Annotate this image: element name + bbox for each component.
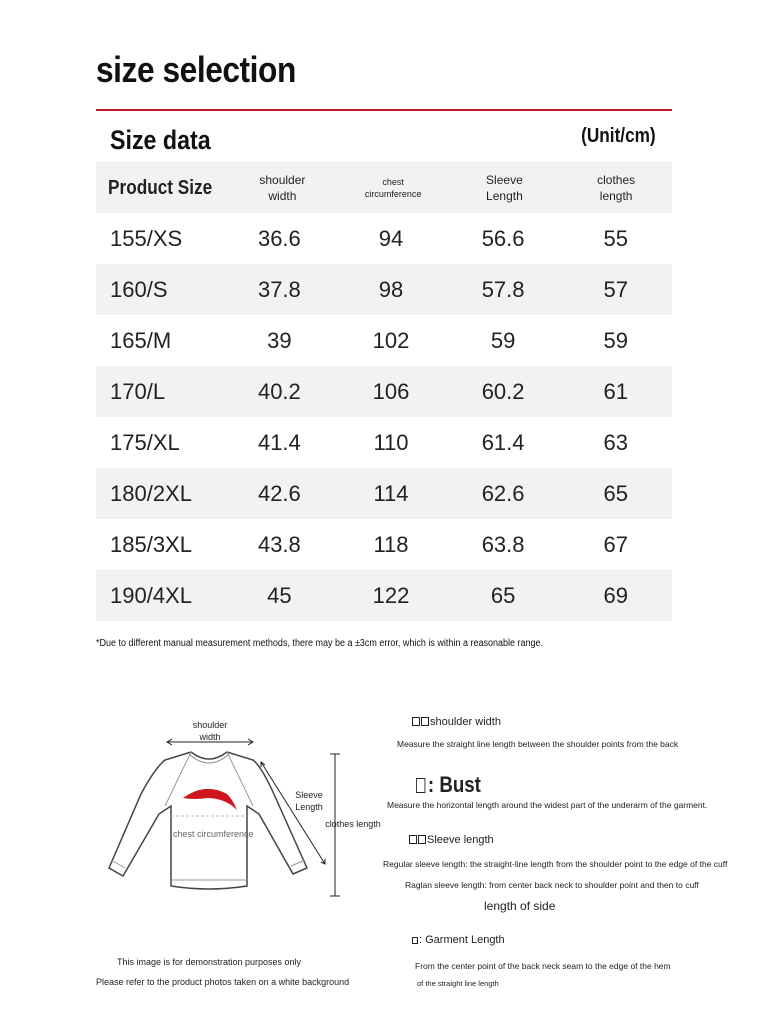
sleeve-length-definition-title: Sleeve length (409, 834, 494, 846)
chest-circumference-cell: 102 (372, 327, 410, 353)
chest-circumference-cell: 122 (372, 582, 410, 608)
bust-definition-title: : Bust (416, 772, 481, 798)
size-data-heading: Size data (110, 125, 211, 155)
demo-note-line1: This image is for demonstration purposes only (116, 957, 302, 967)
chest-circumference-cell: 94 (378, 225, 404, 251)
raglan-sleeve-definition-text: Raglan sleeve length: from center back neck to shoulder point and then to cuff (405, 880, 699, 890)
missing-glyph-icon (416, 778, 425, 793)
sleeve-length-cell: 56.6 (481, 225, 525, 251)
shoulder-width-cell: 39 (267, 327, 292, 353)
garment-measurement-diagram (95, 710, 381, 910)
shoulder-width-cell: 45 (267, 582, 292, 608)
shoulder-width-definition-title: shoulder width (412, 716, 501, 728)
table-row (96, 366, 672, 417)
title-divider (96, 109, 672, 111)
missing-glyph-icon (418, 835, 426, 844)
measurement-footnote: *Due to different manual measurement methods, there may be a ±3cm error, which is within a reasonable range. (96, 638, 544, 649)
chest-circumference-cell: 106 (372, 378, 410, 404)
sleeve-length-cell: 57.8 (481, 276, 525, 302)
clothes-length-cell: 69 (603, 582, 628, 608)
sleeve-length-cell: 65 (490, 582, 516, 608)
table-row (96, 468, 672, 519)
shoulder-width-cell: 37.8 (257, 276, 301, 302)
demo-note-line2: Please refer to the product photos taken on a white background (96, 977, 350, 987)
clothes-length-cell: 63 (603, 429, 628, 455)
column-header-shoulder-width: shoulder width (259, 172, 306, 203)
column-header-chest-circumference: chest circumference (364, 176, 422, 199)
size-cell: 175/XL (110, 429, 180, 455)
size-cell: 170/L (110, 378, 166, 404)
side-length-text: length of side (484, 899, 556, 913)
shoulder-width-cell: 43.8 (257, 531, 301, 557)
table-row (96, 417, 672, 468)
table-row (96, 264, 672, 315)
sleeve-length-cell: 59 (490, 327, 516, 353)
table-row (96, 570, 672, 621)
chest-circumference-cell: 110 (373, 429, 409, 455)
sleeve-length-label: Sleeve Length (295, 790, 323, 812)
missing-glyph-icon (412, 937, 418, 944)
sleeve-length-cell: 62.6 (481, 480, 525, 506)
clothes-length-cell: 67 (603, 531, 628, 557)
sleeve-length-cell: 63.8 (481, 531, 525, 557)
regular-sleeve-definition-text: Regular sleeve length: the straight-line length from the shoulder point to the edge of the cuff (383, 859, 728, 869)
brand-logo-icon (183, 789, 237, 810)
bust-definition-text: Measure the horizontal length around the widest part of the underarm of the garment. (387, 800, 708, 810)
size-cell: 160/S (110, 276, 168, 302)
missing-glyph-icon (412, 717, 420, 726)
shoulder-width-cell: 42.6 (257, 480, 301, 506)
column-header-clothes-length: clothes length (597, 172, 636, 203)
clothes-length-cell: 65 (603, 480, 628, 506)
column-header-product-size: Product Size (108, 176, 213, 199)
garment-length-definition-title: : Garment Length (412, 934, 505, 946)
size-cell: 180/2XL (110, 480, 192, 506)
size-cell: 155/XS (110, 225, 183, 251)
table-header-row (96, 162, 672, 213)
chest-circumference-label: chest circumference (173, 829, 254, 839)
chest-circumference-cell: 98 (378, 276, 404, 302)
page-title: size selection (96, 49, 296, 90)
clothes-length-cell: 55 (603, 225, 628, 251)
table-row (96, 213, 672, 264)
size-cell: 185/3XL (110, 531, 192, 557)
garment-length-definition-text-continued: of the straight line length (417, 979, 499, 988)
shoulder-width-definition-text: Measure the straight line length between the shoulder points from the back (397, 739, 679, 749)
size-cell: 165/M (110, 327, 172, 353)
clothes-length-label: clothes length (325, 819, 381, 829)
shoulder-width-label: shoulder width (192, 720, 228, 742)
missing-glyph-icon (409, 835, 417, 844)
unit-label: (Unit/cm) (581, 125, 656, 147)
missing-glyph-icon (421, 717, 429, 726)
chest-circumference-cell: 118 (373, 531, 409, 557)
sleeve-length-cell: 60.2 (481, 378, 525, 404)
shoulder-width-cell: 36.6 (257, 225, 301, 251)
table-row (96, 315, 672, 366)
size-cell: 190/4XL (110, 582, 192, 608)
garment-length-definition-text: From the center point of the back neck seam to the edge of the hem (415, 961, 671, 971)
shoulder-width-cell: 41.4 (257, 429, 301, 455)
clothes-length-cell: 57 (603, 276, 628, 302)
clothes-length-cell: 59 (603, 327, 628, 353)
size-table (96, 162, 672, 621)
column-header-sleeve-length: Sleeve Length (486, 172, 523, 203)
chest-circumference-cell: 114 (373, 480, 409, 506)
shoulder-width-cell: 40.2 (257, 378, 301, 404)
table-row (96, 519, 672, 570)
clothes-length-cell: 61 (603, 378, 628, 404)
sleeve-length-cell: 61.4 (481, 429, 525, 455)
